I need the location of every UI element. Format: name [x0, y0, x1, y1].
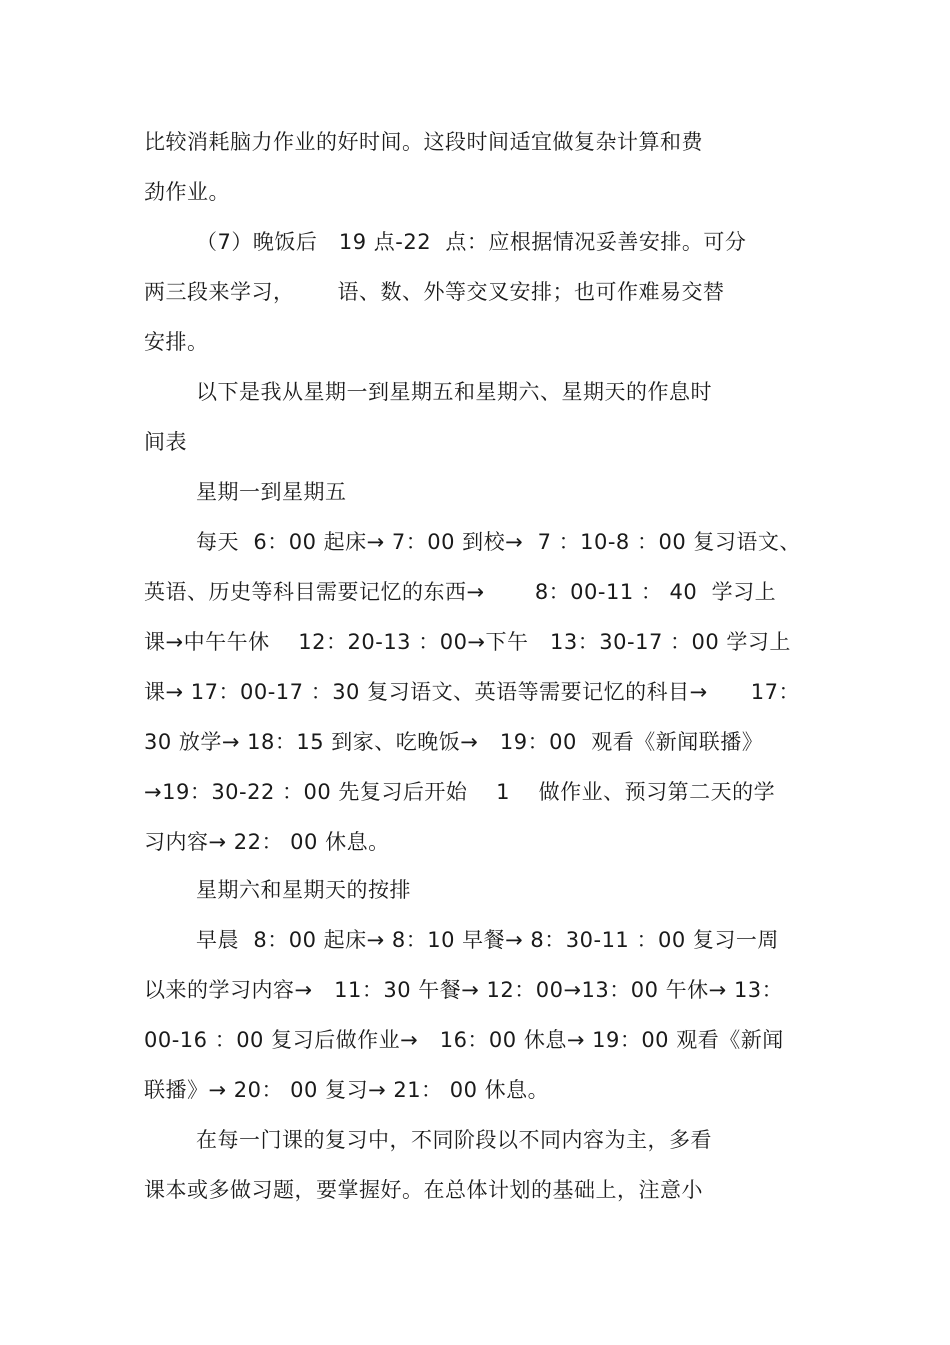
text-line: 在每一门课的复习中，不同阶段以不同内容为主，多看 [196, 1128, 712, 1152]
text-line: →19：30-22 ：00 先复习后开始 1 做作业、预习第二天的学 [144, 780, 776, 804]
section-heading: 星期一到星期五 [196, 480, 347, 504]
text-line: 以来的学习内容→ 11：30 午餐→ 12：00→13：00 午休→ 13： [144, 978, 784, 1002]
text-line: 早晨 8：00 起床→ 8：10 早餐→ 8：30-11 ：00 复习一周 [196, 928, 779, 952]
text-line: 习内容→ 22： 00 休息。 [144, 830, 390, 854]
text-line: 30 放学→ 18：15 到家、吃晚饭→ 19：00 观看《新闻联播》 [144, 730, 764, 754]
text-line: 00-16 ：00 复习后做作业→ 16：00 休息→ 19：00 观看《新闻 [144, 1028, 784, 1052]
text-line: 英语、历史等科目需要记忆的东西→ 8：00-11 ： 40 学习上 [144, 580, 777, 604]
text-line: 课本或多做习题，要掌握好。在总体计划的基础上，注意小 [144, 1178, 703, 1202]
text-line: 每天 6：00 起床→ 7：00 到校→ 7 ：10-8 ：00 复习语文、 [196, 530, 801, 554]
text-line: 课→中午午休 12：20-13 ：00→下午 13：30-17 ：00 学习上 [144, 630, 791, 654]
text-line: 安排。 [144, 330, 209, 354]
text-line: （7）晚饭后 19 点-22 点：应根据情况妥善安排。可分 [196, 230, 747, 254]
text-line: 以下是我从星期一到星期五和星期六、星期天的作息时 [196, 380, 712, 404]
text-line: 比较消耗脑力作业的好时间。这段时间适宜做复杂计算和费 [144, 130, 703, 154]
text-line: 联播》→ 20： 00 复习→ 21： 00 休息。 [144, 1078, 550, 1102]
text-line: 间表 [144, 430, 187, 454]
section-heading: 星期六和星期天的按排 [196, 878, 411, 902]
text-line: 劲作业。 [144, 180, 230, 204]
text-line: 两三段来学习， 语、数、外等交叉安排；也可作难易交替 [144, 280, 725, 304]
text-line: 课→ 17：00-17 ：30 复习语文、英语等需要记忆的科目→ 17： [144, 680, 800, 704]
